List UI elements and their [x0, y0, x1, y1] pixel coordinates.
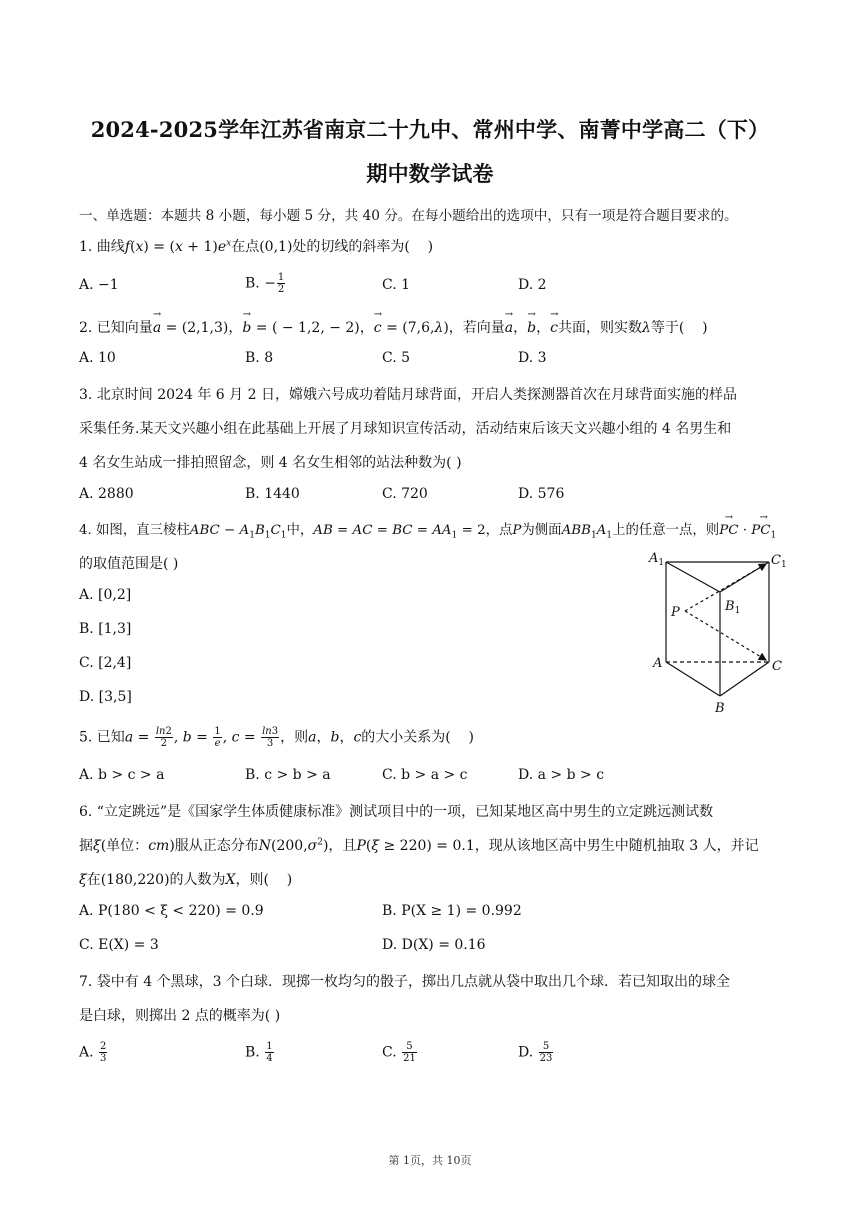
exam-title-line2: 期中数学试卷 — [366, 161, 494, 186]
q7-line1: 7. 袋中有 4 个黑球，3 个白球．现掷一枚均匀的骰子，掷出几点就从袋中取出几个球．若已知取出的球全 — [79, 974, 730, 990]
q3-option-d: D. 576 — [518, 486, 565, 502]
q1-option-a: A. −1 — [79, 277, 119, 293]
q7-line2: 是白球，则掷出 2 点的概率为( ) — [79, 1008, 281, 1024]
label-c: C — [772, 659, 782, 674]
q5-stem: 5. 已知a = $\frac{\ln 2}{2}$ , b = $\frac{1}{e}$ , c = $\frac{\ln 3}{3}$ ，则a，b，c的大小关系为( ) — [79, 726, 475, 749]
q3-option-a: A. 2880 — [79, 486, 134, 502]
q4-line1: 4. 如图，直三棱柱ABC − $A_1B_1C_1$中，AB = AC = BC = $AA_1 = 2$，点P为侧面$ABB_1A_1$上的任意一点，则→ PC · → $PC_1$ — [79, 519, 776, 541]
q1-option-d: D. 2 — [518, 277, 547, 293]
q2-option-c: C. 5 — [382, 350, 411, 366]
q5-option-b: B. c > b > a — [245, 767, 331, 783]
q7-option-b: B. $\frac{1}{4}$ — [245, 1041, 273, 1064]
label-p: P — [671, 605, 680, 620]
q6-option-b: B. P(X ≥ 1) = 0.992 — [382, 903, 522, 919]
q1-option-c: C. 1 — [382, 277, 411, 293]
label-a1: $A_1$ — [649, 551, 665, 568]
label-a: A — [653, 656, 663, 671]
label-c1: $C_1$ — [771, 553, 787, 570]
q1-option-b: B. − $\frac{1}{2}$ — [245, 272, 285, 295]
edge-ab — [666, 662, 720, 696]
q3-line3: 4 名女生站成一排拍照留念，则 4 名女生相邻的站法种数为( ) — [79, 455, 462, 471]
q6-option-c: C. E(X) = 3 — [79, 937, 159, 953]
q6-line3: ξ在(180,220)的人数为X，则( ) — [79, 872, 293, 888]
q6-line2: 据ξ(单位：cm)服从正态分布$N(200,\sigma^2)$，且P(ξ ≥ 220) = 0.1，现从该地区高中男生中随机抽取 3 人，并记 — [79, 837, 759, 854]
q4-line2: 的取值范围是( ) — [79, 556, 179, 572]
q4-option-d: D. [3,5] — [79, 689, 132, 705]
q3-option-c: C. 720 — [382, 486, 428, 502]
exam-title-line1: 2024-2025学年江苏省南京二十九中、常州中学、南菁中学高二（下） — [90, 117, 770, 142]
q2-option-a: A. 10 — [79, 350, 116, 366]
q6-line1: 6. “立定跳远”是《国家学生体质健康标准》测试项目中的一项，已知某地区高中男生的立定跳远测试数 — [79, 804, 714, 820]
prism-figure — [645, 548, 795, 720]
edge-bc — [720, 662, 769, 696]
q6-option-d: D. D(X) = 0.16 — [382, 937, 486, 953]
q7-option-d: D. $\frac{5}{23}$ — [518, 1041, 553, 1064]
q1-stem: 1. 曲线$f(x) = (x + 1)e^x$在点(0,1)处的切线的斜率为( ) — [79, 238, 434, 255]
q3-option-b: B. 1440 — [245, 486, 300, 502]
q5-option-a: A. b > c > a — [79, 767, 165, 783]
page-footer: 第 1页，共 10页 — [388, 1154, 472, 1167]
q2-option-d: D. 3 — [518, 350, 547, 366]
vector-pc — [685, 611, 766, 660]
label-b1: $B_1$ — [725, 599, 741, 616]
q5-option-c: C. b > a > c — [382, 767, 468, 783]
q3-line2: 采集任务.某天文兴趣小组在此基础上开展了月球知识宣传活动，活动结束后该天文兴趣小组的 4 名男生和 — [79, 421, 732, 437]
q4-option-c: C. [2,4] — [79, 655, 132, 671]
section-heading: 一、单选题：本题共 8 小题，每小题 5 分，共 40 分。在每小题给出的选项中，只有一项是符合题目要求的。 — [79, 208, 738, 224]
q6-option-a: A. P(180 < ξ < 220) = 0.9 — [79, 903, 264, 919]
q2-stem: 2. 已知向量→ a = (2,1,3)，→ b = ( − 1,2, − 2)，→ c = (7,6,λ)，若向量→ a，→ b，→ c共面，则实数λ等于( ) — [79, 317, 708, 337]
q2-option-b: B. 8 — [245, 350, 274, 366]
q5-option-d: D. a > b > c — [518, 767, 605, 783]
edge-a1b1 — [666, 562, 720, 592]
q4-option-a: A. [0,2] — [79, 587, 132, 603]
label-b: B — [715, 701, 725, 716]
q3-line1: 3. 北京时间 2024 年 6 月 2 日，嫦娥六号成功着陆月球背面，开启人类探测器首次在月球背面实施的样品 — [79, 387, 737, 403]
q4-option-b: B. [1,3] — [79, 621, 132, 637]
q7-option-a: A. $\frac{2}{3}$ — [79, 1041, 107, 1064]
q7-option-c: C. $\frac{5}{21}$ — [382, 1041, 416, 1064]
